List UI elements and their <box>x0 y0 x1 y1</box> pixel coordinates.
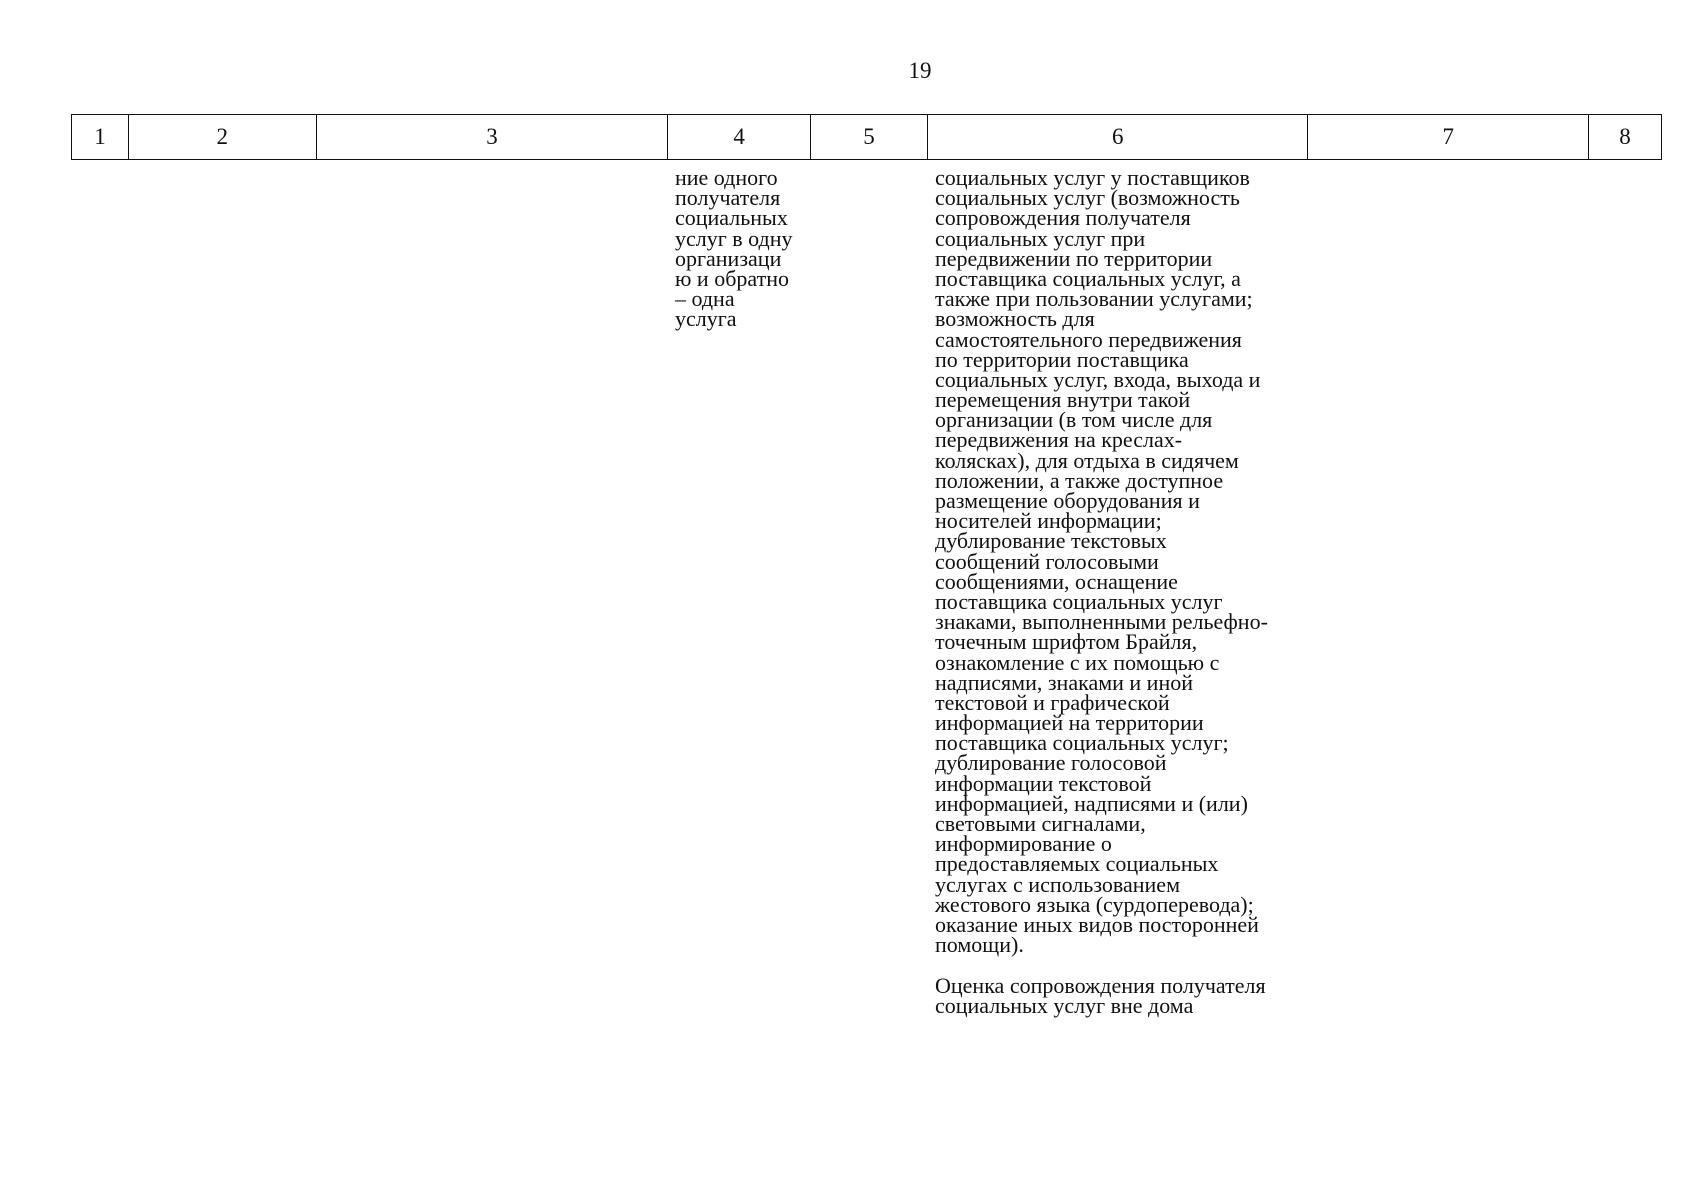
text-line: поставщика социальных услуг <box>935 588 1223 614</box>
text-line: носителей информации; <box>935 508 1162 534</box>
text-line: услуга <box>675 306 737 332</box>
text-line: социальных услуг у поставщиков <box>935 165 1250 190</box>
header-cell-4: 4 <box>668 115 811 159</box>
text-line: помощи). <box>935 932 1024 958</box>
text-line: положении, а также доступное <box>935 467 1224 493</box>
text-line: передвижении по территории <box>935 245 1213 271</box>
paragraph <box>935 972 1268 1018</box>
text-line: предоставляемых социальных <box>935 851 1219 877</box>
text-line: точечным шрифтом Брайля, <box>935 629 1198 655</box>
text-line: по территории поставщика <box>935 346 1189 372</box>
text-line: организаци <box>675 245 782 271</box>
text-line: информирование о <box>935 831 1112 857</box>
text-line: оказание иных видов посторонней <box>935 911 1259 937</box>
text-line: социальных услуг вне дома <box>935 992 1194 1018</box>
column-4-text <box>675 165 793 332</box>
text-line: – одна <box>675 286 735 312</box>
text-line: социальных услуг, входа, выхода и <box>935 366 1261 392</box>
text-line: социальных услуг (возможность <box>935 185 1240 211</box>
text-line: также при пользовании услугами; <box>935 286 1253 312</box>
text-line: колясках), для отдыха в сидячем <box>935 447 1239 473</box>
text-line: информации текстовой <box>935 770 1152 796</box>
text-line: поставщика социальных услуг, а <box>935 265 1241 291</box>
text-line: размещение оборудования и <box>935 488 1200 513</box>
text-line: световыми сигналами, <box>935 811 1146 836</box>
text-line: перемещения внутри такой <box>935 387 1191 413</box>
text-line: текстовой и графической <box>935 689 1170 715</box>
text-line: получателя <box>675 185 781 211</box>
text-line: ознакомление с их помощью с <box>935 649 1220 675</box>
header-cell-3: 3 <box>317 115 669 159</box>
header-cell-8: 8 <box>1619 124 1631 149</box>
text-line: сопровождения получателя <box>935 205 1191 231</box>
text-line: дублирование текстовых <box>935 528 1167 554</box>
text-line: дублирование голосовой <box>935 750 1167 776</box>
header-cell-1: 1 <box>72 115 129 159</box>
header-cell-7: 7 <box>1308 115 1589 159</box>
header-cell-2: 2 <box>129 115 317 159</box>
text-line: социальных <box>675 205 788 231</box>
text-line: организации (в том числе для <box>935 407 1213 433</box>
paragraph <box>935 165 1268 958</box>
text-line: возможность для <box>935 306 1095 332</box>
text-line: информацией, надписями и (или) <box>935 790 1248 816</box>
text-line: сообщений голосовыми <box>935 548 1159 574</box>
text-line: услугах с использованием <box>935 871 1180 897</box>
text-line: информацией на территории <box>935 710 1204 736</box>
text-line: услуг в одну <box>675 225 793 251</box>
text-line: поставщика социальных услуг; <box>935 730 1229 756</box>
table-header-row <box>71 114 1662 160</box>
text-line: социальных услуг при <box>935 225 1146 251</box>
text-line: ние одного <box>675 165 778 190</box>
text-line: самостоятельного передвижения <box>935 326 1242 352</box>
text-line: ю и обратно <box>675 265 789 291</box>
header-cell-5: 5 <box>811 115 928 159</box>
text-line: сообщениями, оснащение <box>935 568 1178 594</box>
header-cell-6: 6 <box>928 115 1309 159</box>
text-line: передвижения на креслах- <box>935 427 1183 453</box>
text-line: жестового языка (сурдоперевода); <box>935 891 1254 917</box>
text-line: Оценка сопровождения получателя <box>935 972 1266 998</box>
text-line: знаками, выполненными рельефно- <box>935 609 1268 635</box>
page-number: 19 <box>908 58 932 83</box>
column-6-text <box>935 165 1268 1018</box>
text-line: надписями, знаками и иной <box>935 669 1193 695</box>
